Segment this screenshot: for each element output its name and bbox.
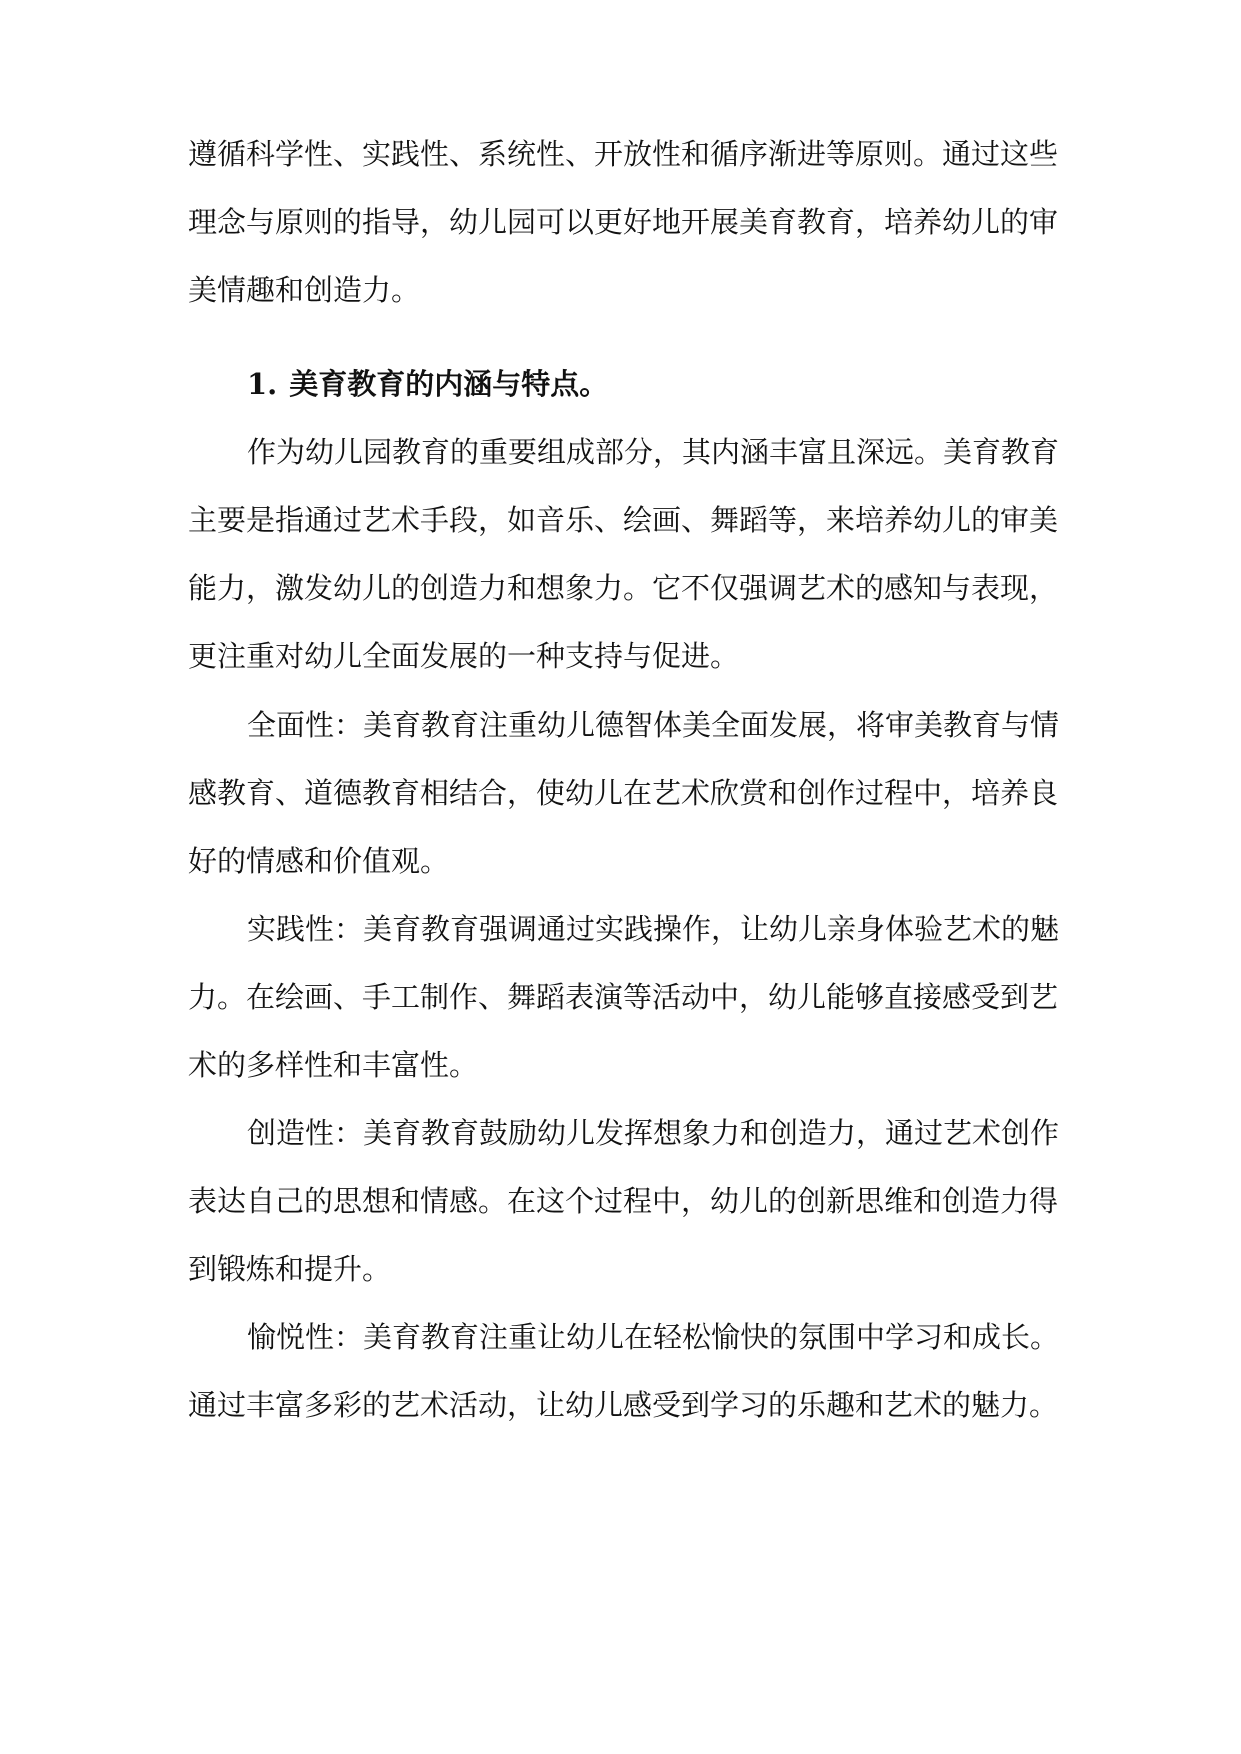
paragraph-line: 更注重对幼儿全面发展的一种支持与促进。	[188, 639, 740, 673]
paragraph-line: 创造性：美育教育鼓励幼儿发挥想象力和创造力，通过艺术创作	[247, 1116, 1060, 1150]
section-title: 美育教育的内涵与特点。	[289, 367, 609, 401]
paragraph-line: 遵循科学性、实践性、系统性、开放性和循序渐进等原则。通过这些	[188, 137, 1059, 171]
paragraph-line: 力。在绘画、手工制作、舞蹈表演等活动中，幼儿能够直接感受到艺	[188, 980, 1059, 1014]
section-heading	[247, 364, 608, 404]
paragraph-line: 作为幼儿园教育的重要组成部分，其内涵丰富且深远。美育教育	[247, 435, 1060, 469]
paragraph-line: 主要是指通过艺术手段，如音乐、绘画、舞蹈等，来培养幼儿的审美	[188, 503, 1059, 537]
paragraph-line: 通过丰富多彩的艺术活动，让幼儿感受到学习的乐趣和艺术的魅力。	[188, 1388, 1059, 1422]
paragraph-line: 好的情感和价值观。	[188, 844, 450, 878]
paragraph-line: 愉悦性：美育教育注重让幼儿在轻松愉快的氛围中学习和成长。	[247, 1320, 1060, 1354]
paragraph-line: 感教育、道德教育相结合，使幼儿在艺术欣赏和创作过程中，培养良	[188, 776, 1059, 810]
section-number: 1.	[247, 367, 278, 401]
paragraph-line: 表达自己的思想和情感。在这个过程中，幼儿的创新思维和创造力得	[188, 1184, 1059, 1218]
paragraph-line: 理念与原则的指导，幼儿园可以更好地开展美育教育，培养幼儿的审	[188, 205, 1059, 239]
paragraph-line: 实践性：美育教育强调通过实践操作，让幼儿亲身体验艺术的魅	[247, 912, 1060, 946]
paragraph-line: 术的多样性和丰富性。	[188, 1048, 479, 1082]
paragraph-line: 全面性：美育教育注重幼儿德智体美全面发展，将审美教育与情	[247, 708, 1060, 742]
paragraph-line: 到锻炼和提升。	[188, 1252, 392, 1286]
paragraph-line: 能力，激发幼儿的创造力和想象力。它不仅强调艺术的感知与表现，	[188, 571, 1059, 605]
paragraph-line: 美情趣和创造力。	[188, 273, 421, 307]
